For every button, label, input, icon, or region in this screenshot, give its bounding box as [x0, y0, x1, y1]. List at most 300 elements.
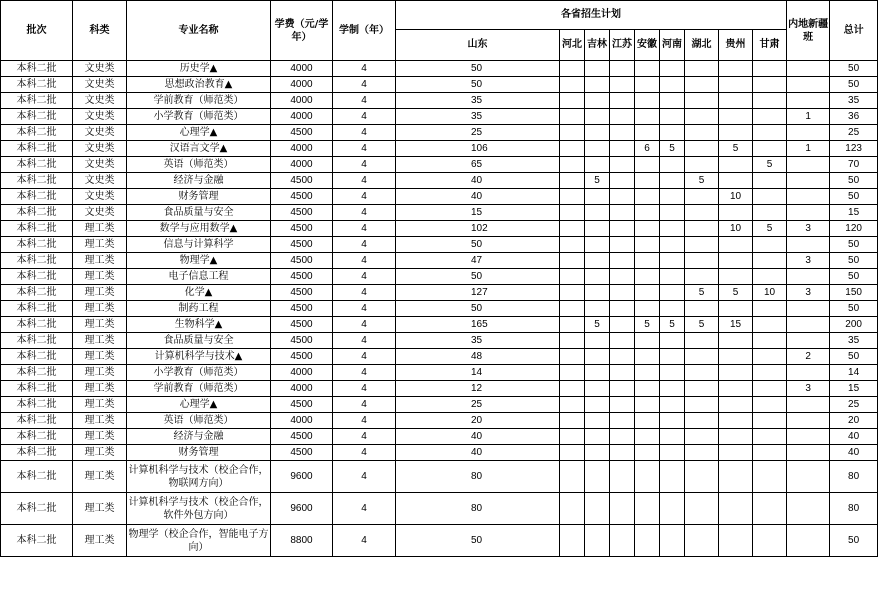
- province-count-cell: 80: [396, 493, 560, 525]
- category-cell: 理工类: [73, 221, 127, 237]
- province-count-cell: [635, 157, 660, 173]
- province-count-cell: [753, 349, 787, 365]
- fee-cell: 4000: [271, 93, 333, 109]
- province-count-cell: [560, 333, 585, 349]
- major-cell: 物理学▲: [127, 253, 271, 269]
- table-row: [1, 333, 878, 349]
- fee-cell: 4000: [271, 365, 333, 381]
- category-cell: 文史类: [73, 141, 127, 157]
- province-count-cell: [660, 381, 685, 397]
- province-count-cell: [635, 285, 660, 301]
- province-count-cell: [660, 429, 685, 445]
- province-count-cell: [635, 253, 660, 269]
- table-row: [1, 461, 878, 493]
- province-count-cell: [635, 109, 660, 125]
- province-count-cell: [685, 157, 719, 173]
- category-cell: 理工类: [73, 317, 127, 333]
- province-count-cell: 5: [585, 317, 610, 333]
- table-row: [1, 221, 878, 237]
- province-count-cell: [753, 333, 787, 349]
- total-cell: 50: [830, 77, 878, 93]
- batch-cell: 本科二批: [1, 221, 73, 237]
- province-count-cell: [635, 173, 660, 189]
- duration-cell: 4: [333, 77, 396, 93]
- duration-cell: 4: [333, 141, 396, 157]
- major-cell: 生物科学▲: [127, 317, 271, 333]
- table-row: [1, 189, 878, 205]
- batch-cell: 本科二批: [1, 333, 73, 349]
- province-count-cell: [719, 125, 753, 141]
- major-cell: 物理学（校企合作，智能电子方向）: [127, 525, 271, 557]
- province-count-cell: [719, 445, 753, 461]
- province-count-cell: [635, 301, 660, 317]
- header-province: 江苏: [610, 30, 635, 61]
- total-cell: 50: [830, 61, 878, 77]
- province-count-cell: [560, 237, 585, 253]
- batch-cell: 本科二批: [1, 253, 73, 269]
- batch-cell: 本科二批: [1, 189, 73, 205]
- category-cell: 理工类: [73, 429, 127, 445]
- province-count-cell: [753, 77, 787, 93]
- province-count-cell: 47: [396, 253, 560, 269]
- province-count-cell: [560, 109, 585, 125]
- xinjiang-count-cell: [787, 445, 830, 461]
- table-row: [1, 413, 878, 429]
- province-count-cell: [660, 525, 685, 557]
- province-count-cell: 5: [660, 317, 685, 333]
- province-count-cell: [610, 365, 635, 381]
- province-count-cell: [610, 333, 635, 349]
- xinjiang-count-cell: [787, 237, 830, 253]
- province-count-cell: [660, 493, 685, 525]
- province-count-cell: [610, 205, 635, 221]
- province-count-cell: [610, 237, 635, 253]
- province-count-cell: [685, 445, 719, 461]
- major-cell: 英语（师范类）: [127, 157, 271, 173]
- category-cell: 文史类: [73, 93, 127, 109]
- xinjiang-count-cell: 3: [787, 285, 830, 301]
- duration-cell: 4: [333, 461, 396, 493]
- category-cell: 理工类: [73, 381, 127, 397]
- category-cell: 理工类: [73, 253, 127, 269]
- duration-cell: 4: [333, 333, 396, 349]
- batch-cell: 本科二批: [1, 77, 73, 93]
- category-cell: 理工类: [73, 397, 127, 413]
- province-count-cell: [660, 445, 685, 461]
- xinjiang-count-cell: [787, 461, 830, 493]
- category-cell: 理工类: [73, 413, 127, 429]
- major-cell: 汉语言文学▲: [127, 141, 271, 157]
- province-count-cell: [635, 445, 660, 461]
- total-cell: 40: [830, 445, 878, 461]
- major-cell: 食品质量与安全: [127, 205, 271, 221]
- province-count-cell: [585, 461, 610, 493]
- table-row: [1, 317, 878, 333]
- province-count-cell: [585, 397, 610, 413]
- batch-cell: 本科二批: [1, 525, 73, 557]
- category-cell: 文史类: [73, 189, 127, 205]
- duration-cell: 4: [333, 397, 396, 413]
- province-count-cell: [719, 429, 753, 445]
- duration-cell: 4: [333, 237, 396, 253]
- province-count-cell: [585, 285, 610, 301]
- province-count-cell: [719, 93, 753, 109]
- province-count-cell: 40: [396, 189, 560, 205]
- province-count-cell: [719, 301, 753, 317]
- major-cell: 学前教育（师范类）: [127, 93, 271, 109]
- province-count-cell: [753, 493, 787, 525]
- table-row: [1, 61, 878, 77]
- province-count-cell: 40: [396, 445, 560, 461]
- province-count-cell: [610, 221, 635, 237]
- header-batch: 批次: [1, 1, 73, 61]
- province-count-cell: [610, 349, 635, 365]
- batch-cell: 本科二批: [1, 93, 73, 109]
- total-cell: 150: [830, 285, 878, 301]
- batch-cell: 本科二批: [1, 349, 73, 365]
- batch-cell: 本科二批: [1, 493, 73, 525]
- major-cell: 心理学▲: [127, 397, 271, 413]
- province-count-cell: [585, 301, 610, 317]
- fee-cell: 4500: [271, 429, 333, 445]
- province-count-cell: [585, 93, 610, 109]
- major-cell: 制药工程: [127, 301, 271, 317]
- province-count-cell: [585, 525, 610, 557]
- province-count-cell: 14: [396, 365, 560, 381]
- province-count-cell: 35: [396, 333, 560, 349]
- table-row: [1, 109, 878, 125]
- xinjiang-count-cell: 3: [787, 381, 830, 397]
- province-count-cell: [660, 173, 685, 189]
- total-cell: 25: [830, 397, 878, 413]
- province-count-cell: [719, 253, 753, 269]
- xinjiang-count-cell: [787, 525, 830, 557]
- province-count-cell: [610, 445, 635, 461]
- header-province: 安徽: [635, 30, 660, 61]
- province-count-cell: [560, 221, 585, 237]
- header-total: 总计: [830, 1, 878, 61]
- major-cell: 小学教育（师范类）: [127, 365, 271, 381]
- province-count-cell: [585, 253, 610, 269]
- province-count-cell: [635, 493, 660, 525]
- province-count-cell: [560, 365, 585, 381]
- xinjiang-count-cell: [787, 365, 830, 381]
- province-count-cell: [610, 141, 635, 157]
- province-count-cell: [719, 493, 753, 525]
- province-count-cell: 10: [719, 189, 753, 205]
- batch-cell: 本科二批: [1, 365, 73, 381]
- province-count-cell: 12: [396, 381, 560, 397]
- table-row: [1, 301, 878, 317]
- xinjiang-count-cell: 1: [787, 141, 830, 157]
- province-count-cell: [560, 141, 585, 157]
- duration-cell: 4: [333, 221, 396, 237]
- fee-cell: 4500: [271, 125, 333, 141]
- table-row: [1, 93, 878, 109]
- xinjiang-count-cell: [787, 333, 830, 349]
- batch-cell: 本科二批: [1, 237, 73, 253]
- province-count-cell: [685, 237, 719, 253]
- table-row: [1, 173, 878, 189]
- major-cell: 电子信息工程: [127, 269, 271, 285]
- duration-cell: 4: [333, 413, 396, 429]
- table-row: [1, 237, 878, 253]
- province-count-cell: [753, 397, 787, 413]
- province-count-cell: [635, 365, 660, 381]
- province-count-cell: 50: [396, 525, 560, 557]
- province-count-cell: 10: [753, 285, 787, 301]
- province-count-cell: 5: [719, 285, 753, 301]
- province-count-cell: [635, 461, 660, 493]
- total-cell: 50: [830, 269, 878, 285]
- header-xinjiang: 内地新疆班: [787, 1, 830, 61]
- province-count-cell: [685, 93, 719, 109]
- province-count-cell: [719, 525, 753, 557]
- category-cell: 文史类: [73, 109, 127, 125]
- province-count-cell: [610, 77, 635, 93]
- xinjiang-count-cell: [787, 93, 830, 109]
- province-count-cell: [685, 221, 719, 237]
- total-cell: 50: [830, 189, 878, 205]
- province-count-cell: [685, 461, 719, 493]
- province-count-cell: [610, 109, 635, 125]
- province-count-cell: 106: [396, 141, 560, 157]
- province-count-cell: [685, 365, 719, 381]
- header-duration: 学制（年）: [333, 1, 396, 61]
- fee-cell: 4500: [271, 269, 333, 285]
- xinjiang-count-cell: 3: [787, 221, 830, 237]
- table-row: [1, 269, 878, 285]
- xinjiang-count-cell: [787, 317, 830, 333]
- header-province: 湖北: [685, 30, 719, 61]
- duration-cell: 4: [333, 253, 396, 269]
- duration-cell: 4: [333, 269, 396, 285]
- province-count-cell: 5: [753, 221, 787, 237]
- province-count-cell: [660, 93, 685, 109]
- fee-cell: 4500: [271, 253, 333, 269]
- province-count-cell: [719, 461, 753, 493]
- fee-cell: 4000: [271, 157, 333, 173]
- province-count-cell: [610, 525, 635, 557]
- province-count-cell: [585, 269, 610, 285]
- province-count-cell: [635, 333, 660, 349]
- province-count-cell: 127: [396, 285, 560, 301]
- category-cell: 理工类: [73, 445, 127, 461]
- province-count-cell: [660, 61, 685, 77]
- major-cell: 心理学▲: [127, 125, 271, 141]
- province-count-cell: 5: [660, 141, 685, 157]
- header-province: 河南: [660, 30, 685, 61]
- total-cell: 80: [830, 461, 878, 493]
- province-count-cell: 5: [685, 173, 719, 189]
- province-count-cell: [685, 253, 719, 269]
- province-count-cell: [560, 173, 585, 189]
- province-count-cell: [685, 349, 719, 365]
- province-count-cell: [685, 301, 719, 317]
- fee-cell: 4000: [271, 413, 333, 429]
- province-count-cell: [610, 285, 635, 301]
- province-count-cell: [560, 445, 585, 461]
- province-count-cell: [753, 525, 787, 557]
- province-count-cell: [560, 189, 585, 205]
- table-row: [1, 365, 878, 381]
- xinjiang-count-cell: [787, 173, 830, 189]
- total-cell: 36: [830, 109, 878, 125]
- province-count-cell: [660, 221, 685, 237]
- fee-cell: 4500: [271, 237, 333, 253]
- batch-cell: 本科二批: [1, 381, 73, 397]
- province-count-cell: [753, 93, 787, 109]
- province-count-cell: [560, 77, 585, 93]
- province-count-cell: 5: [635, 317, 660, 333]
- batch-cell: 本科二批: [1, 445, 73, 461]
- province-count-cell: [635, 205, 660, 221]
- province-count-cell: [719, 349, 753, 365]
- province-count-cell: [635, 61, 660, 77]
- province-count-cell: 25: [396, 125, 560, 141]
- province-count-cell: [719, 381, 753, 397]
- province-count-cell: [685, 109, 719, 125]
- total-cell: 50: [830, 173, 878, 189]
- fee-cell: 4000: [271, 77, 333, 93]
- batch-cell: 本科二批: [1, 157, 73, 173]
- province-count-cell: 40: [396, 173, 560, 189]
- xinjiang-count-cell: [787, 77, 830, 93]
- duration-cell: 4: [333, 429, 396, 445]
- header-row-1: [1, 1, 878, 30]
- xinjiang-count-cell: [787, 125, 830, 141]
- province-count-cell: [719, 413, 753, 429]
- total-cell: 20: [830, 413, 878, 429]
- province-count-cell: [685, 141, 719, 157]
- category-cell: 文史类: [73, 61, 127, 77]
- province-count-cell: [635, 381, 660, 397]
- province-count-cell: [660, 269, 685, 285]
- table-row: [1, 445, 878, 461]
- province-count-cell: [719, 173, 753, 189]
- province-count-cell: 15: [396, 205, 560, 221]
- province-count-cell: [560, 125, 585, 141]
- duration-cell: 4: [333, 493, 396, 525]
- table-row: [1, 253, 878, 269]
- province-count-cell: [753, 429, 787, 445]
- xinjiang-count-cell: [787, 205, 830, 221]
- province-count-cell: [660, 461, 685, 493]
- province-count-cell: [685, 189, 719, 205]
- province-count-cell: [753, 61, 787, 77]
- province-count-cell: [719, 77, 753, 93]
- header-fee: 学费（元/学年）: [271, 1, 333, 61]
- province-count-cell: [635, 77, 660, 93]
- province-count-cell: [685, 413, 719, 429]
- table-row: [1, 381, 878, 397]
- header-province: 吉林: [585, 30, 610, 61]
- province-count-cell: [585, 189, 610, 205]
- province-count-cell: [719, 365, 753, 381]
- province-count-cell: [585, 349, 610, 365]
- category-cell: 文史类: [73, 157, 127, 173]
- province-count-cell: [635, 125, 660, 141]
- duration-cell: 4: [333, 317, 396, 333]
- province-count-cell: [560, 349, 585, 365]
- table-body: [1, 61, 878, 557]
- total-cell: 40: [830, 429, 878, 445]
- total-cell: 25: [830, 125, 878, 141]
- table-row: [1, 125, 878, 141]
- header-province: 山东: [396, 30, 560, 61]
- province-count-cell: [753, 141, 787, 157]
- duration-cell: 4: [333, 173, 396, 189]
- province-count-cell: [719, 237, 753, 253]
- table-row: [1, 349, 878, 365]
- major-cell: 经济与金融: [127, 173, 271, 189]
- fee-cell: 4000: [271, 61, 333, 77]
- province-count-cell: [660, 253, 685, 269]
- province-count-cell: [753, 413, 787, 429]
- fee-cell: 4500: [271, 285, 333, 301]
- province-count-cell: [685, 205, 719, 221]
- province-count-cell: [560, 413, 585, 429]
- province-count-cell: [660, 157, 685, 173]
- province-count-cell: [610, 269, 635, 285]
- province-count-cell: 50: [396, 237, 560, 253]
- major-cell: 计算机科学与技术（校企合作，物联网方向）: [127, 461, 271, 493]
- province-count-cell: [585, 221, 610, 237]
- header-province: 甘肃: [753, 30, 787, 61]
- province-count-cell: 10: [719, 221, 753, 237]
- province-count-cell: 102: [396, 221, 560, 237]
- province-count-cell: [585, 125, 610, 141]
- batch-cell: 本科二批: [1, 141, 73, 157]
- province-count-cell: 50: [396, 301, 560, 317]
- table-row: [1, 285, 878, 301]
- province-count-cell: [660, 349, 685, 365]
- province-count-cell: [753, 125, 787, 141]
- major-cell: 财务管理: [127, 189, 271, 205]
- province-count-cell: [560, 381, 585, 397]
- province-count-cell: [719, 333, 753, 349]
- province-count-cell: [660, 77, 685, 93]
- province-count-cell: [753, 461, 787, 493]
- province-count-cell: [685, 125, 719, 141]
- total-cell: 50: [830, 301, 878, 317]
- duration-cell: 4: [333, 285, 396, 301]
- fee-cell: 4500: [271, 301, 333, 317]
- duration-cell: 4: [333, 205, 396, 221]
- province-count-cell: [685, 333, 719, 349]
- province-count-cell: [753, 317, 787, 333]
- fee-cell: 4500: [271, 221, 333, 237]
- total-cell: 50: [830, 237, 878, 253]
- province-count-cell: 35: [396, 93, 560, 109]
- province-count-cell: [719, 157, 753, 173]
- fee-cell: 8800: [271, 525, 333, 557]
- province-count-cell: [585, 365, 610, 381]
- province-count-cell: [753, 365, 787, 381]
- batch-cell: 本科二批: [1, 173, 73, 189]
- category-cell: 文史类: [73, 77, 127, 93]
- category-cell: 理工类: [73, 269, 127, 285]
- major-cell: 思想政治教育▲: [127, 77, 271, 93]
- total-cell: 70: [830, 157, 878, 173]
- province-count-cell: [685, 77, 719, 93]
- province-count-cell: [635, 269, 660, 285]
- xinjiang-count-cell: [787, 429, 830, 445]
- province-count-cell: [610, 253, 635, 269]
- province-count-cell: 40: [396, 429, 560, 445]
- province-count-cell: [560, 525, 585, 557]
- province-count-cell: 65: [396, 157, 560, 173]
